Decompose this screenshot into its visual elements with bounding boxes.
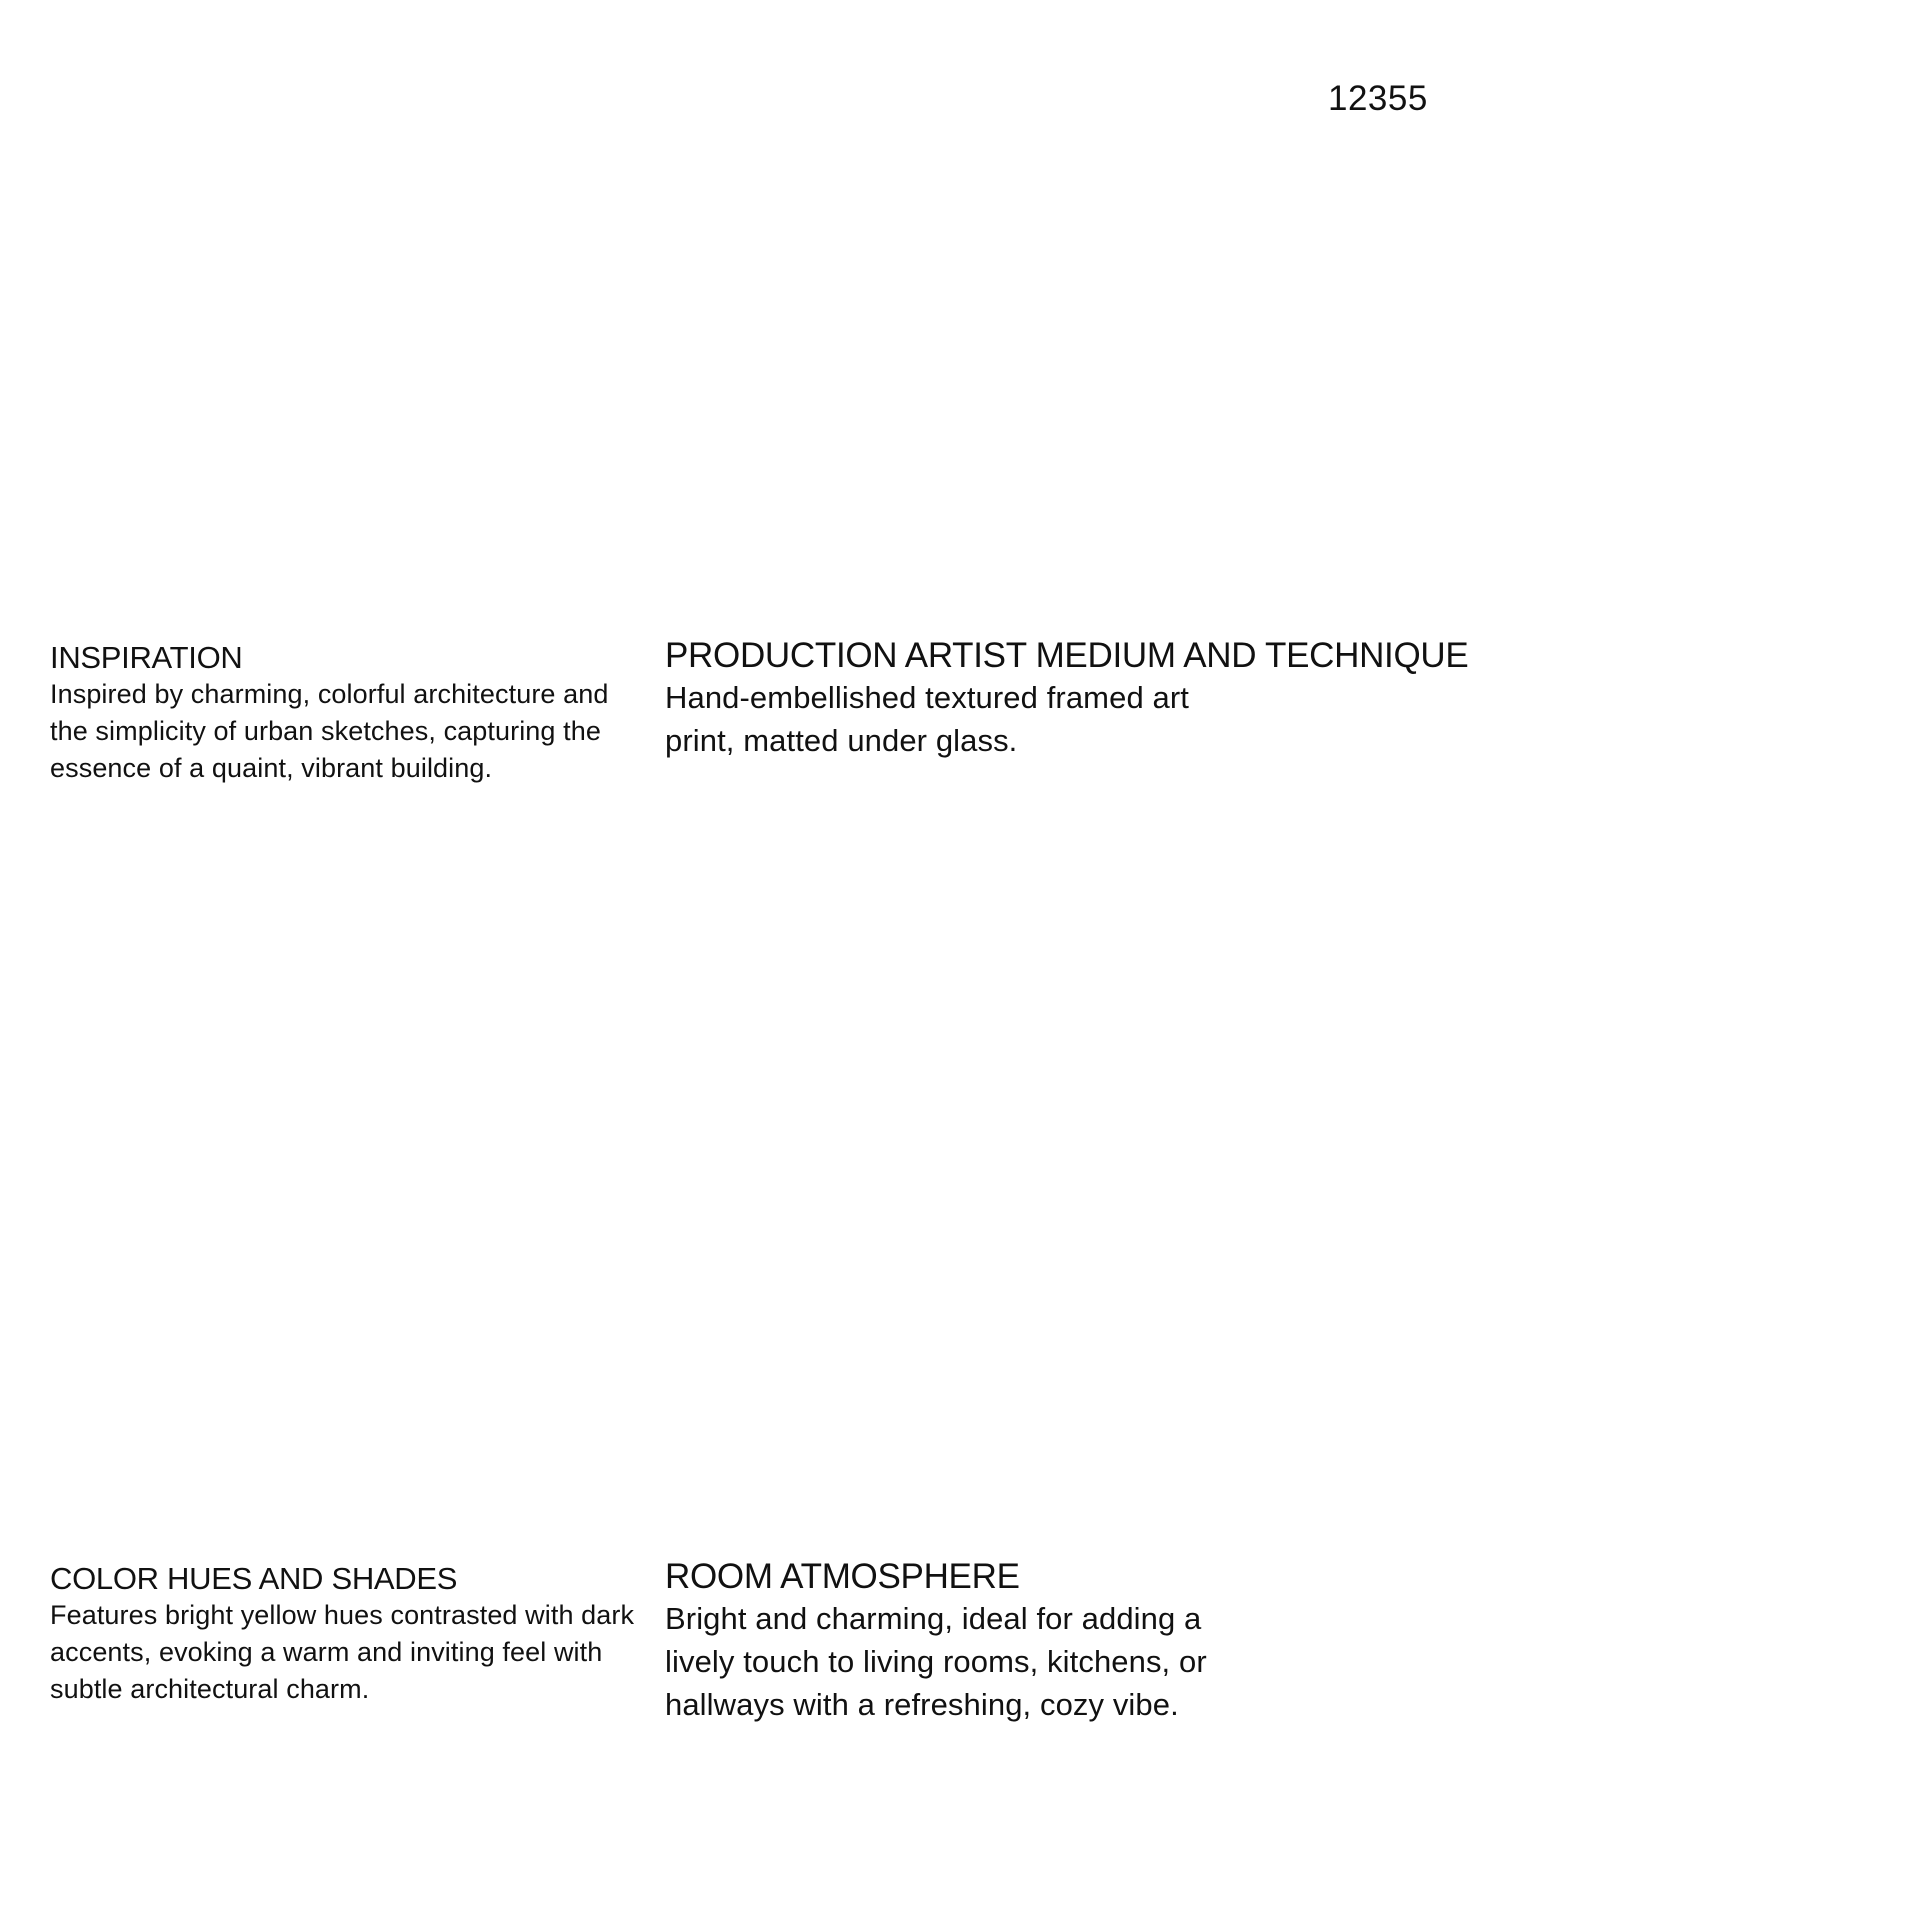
- room-atmosphere-body: Bright and charming, ideal for adding a lively touch to living rooms, kitchens, or hallways with a refreshing, cozy vibe.: [665, 1601, 1207, 1722]
- product-code: 12355: [1328, 79, 1428, 118]
- medium-technique-section: [665, 636, 1469, 762]
- medium-technique-heading: PRODUCTION ARTIST MEDIUM AND TECHNIQUE: [665, 636, 1469, 675]
- medium-technique-body: Hand-embellished textured framed art print, matted under glass.: [665, 680, 1189, 758]
- inspiration-section: [50, 640, 640, 787]
- inspiration-heading: INSPIRATION: [50, 640, 243, 675]
- color-hues-heading: COLOR HUES AND SHADES: [50, 1561, 458, 1596]
- room-atmosphere-section: [665, 1557, 1255, 1726]
- inspiration-body: Inspired by charming, colorful architecture and the simplicity of urban sketches, capturing the essence of a quaint, vibrant building.: [50, 679, 609, 783]
- color-hues-section: [50, 1561, 640, 1708]
- color-hues-body: Features bright yellow hues contrasted with dark accents, evoking a warm and inviting feel with subtle architectural charm.: [50, 1600, 635, 1704]
- room-atmosphere-heading: ROOM ATMOSPHERE: [665, 1557, 1020, 1596]
